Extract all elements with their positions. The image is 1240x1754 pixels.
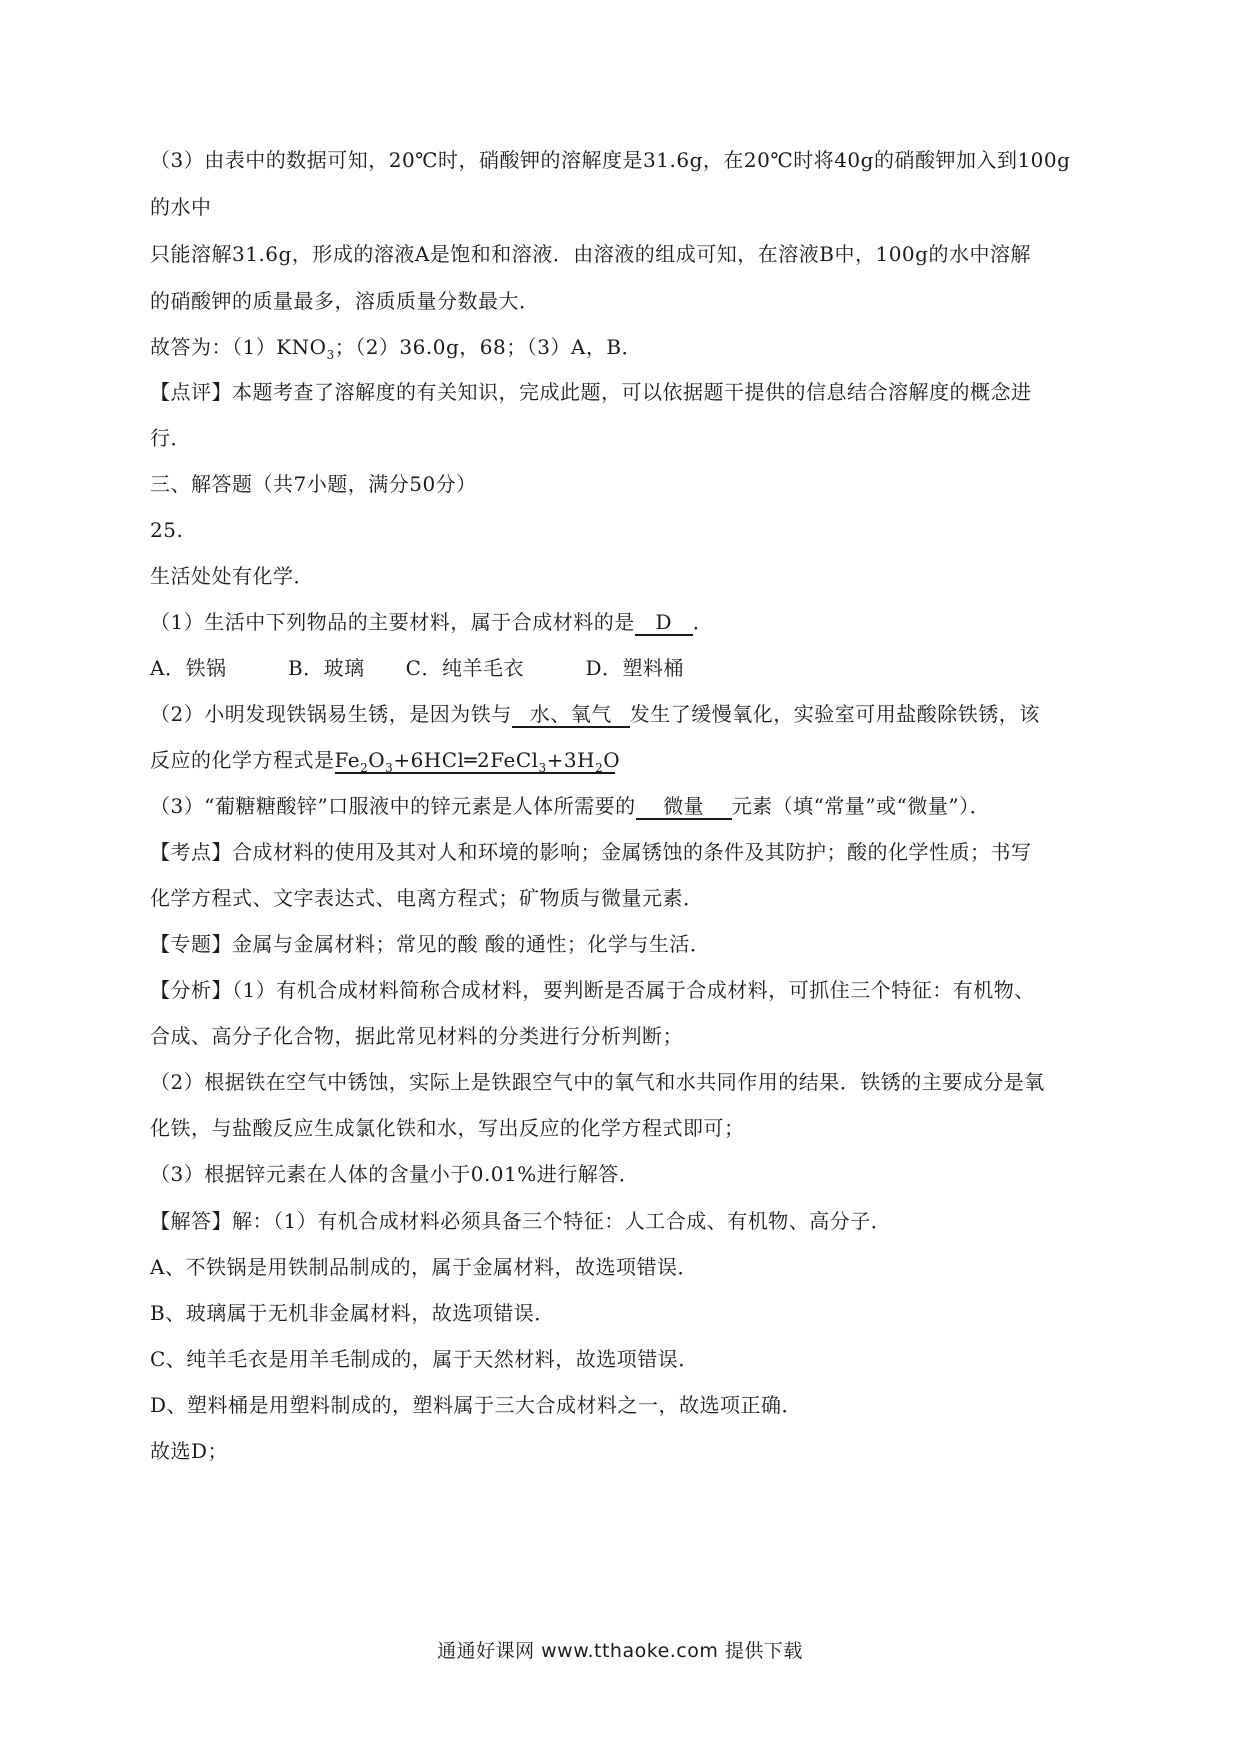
text-line: 化铁，与盐酸反应生成氯化铁和水，写出反应的化学方程式即可； bbox=[150, 1116, 745, 1140]
question-number: 25. bbox=[150, 518, 184, 542]
section-heading: 三、解答题（共7小题，满分50分） bbox=[150, 472, 477, 496]
text-span: 反应的化学方程式是 bbox=[150, 748, 335, 772]
equation-line bbox=[150, 746, 621, 775]
answer-blank bbox=[334, 748, 621, 775]
question-stem: 生活处处有化学． bbox=[150, 564, 314, 588]
text-span: （1）生活中下列物品的主要材料，属于合成材料的是 bbox=[150, 610, 635, 634]
text-line: 故选D； bbox=[150, 1439, 229, 1463]
text-line: 只能溶解31.6g，形成的溶液A是饱和和溶液．由溶液的组成可知，在溶液B中，100g的水中溶解 bbox=[150, 242, 1031, 266]
knowledge-point-line: 【考点】合成材料的使用及其对人和环境的影响；金属锈蚀的条件及其防护；酸的化学性质；书写 bbox=[150, 840, 1032, 864]
subscript: 2 bbox=[360, 761, 369, 775]
subscript: 2 bbox=[595, 761, 604, 775]
subscript: 3 bbox=[538, 761, 547, 775]
text-span: ；（2）36.0g，68；（3）A，B． bbox=[334, 335, 643, 359]
question-part-1 bbox=[150, 608, 713, 636]
question-part-2 bbox=[150, 700, 1040, 728]
subscript: 3 bbox=[326, 348, 335, 362]
text-line: 的水中 bbox=[150, 195, 212, 219]
answer-blank: 微量 bbox=[636, 794, 732, 820]
answer-blank: D bbox=[635, 610, 693, 636]
text-span: Fe bbox=[334, 748, 361, 772]
text-line: 的硝酸钾的质量最多，溶质质量分数最大． bbox=[150, 289, 540, 313]
text-span: 故答为：（1）KNO bbox=[150, 335, 327, 359]
text-span: （3）“葡糖糖酸锌”口服液中的锌元素是人体所需要的 bbox=[150, 794, 636, 818]
comment-line: 【点评】本题考查了溶解度的有关知识，完成此题，可以依据题干提供的信息结合溶解度的概念进 bbox=[150, 380, 1032, 404]
text-line: （2）根据铁在空气中锈蚀，实际上是铁跟空气中的氧气和水共同作用的结果．铁锈的主要成分是氧 bbox=[150, 1070, 1045, 1094]
text-line: D、塑料桶是用塑料制成的，塑料属于三大合成材料之一，故选项正确． bbox=[150, 1393, 803, 1417]
answer-summary bbox=[150, 333, 642, 361]
subscript: 3 bbox=[385, 761, 394, 775]
text-line: 化学方程式、文字表达式、电离方程式；矿物质与微量元素． bbox=[150, 886, 704, 910]
text-line: C、纯羊毛衣是用羊毛制成的，属于天然材料，故选项错误． bbox=[150, 1347, 699, 1371]
text-line: 合成、高分子化合物，据此常见材料的分类进行分析判断； bbox=[150, 1024, 683, 1048]
page-footer: 通通好课网 www.tthaoke.com 提供下载 bbox=[437, 1640, 803, 1662]
options-line: A．铁锅 B．玻璃 C．纯羊毛衣 D．塑料桶 bbox=[150, 656, 684, 680]
text-span: 发生了缓慢氧化，实验室可用盐酸除铁锈，该 bbox=[629, 702, 1040, 726]
text-line: A、不铁锅是用铁制品制成的，属于金属材料，故选项错误． bbox=[150, 1255, 698, 1279]
text-span: +3H bbox=[546, 748, 596, 772]
text-line: （3）由表中的数据可知，20℃时，硝酸钾的溶解度是31.6g，在20℃时将40g的硝酸钾加入到100g bbox=[150, 148, 1071, 172]
text-span: 元素（填“常量”或“微量”）． bbox=[731, 794, 991, 818]
text-span: +6HCl═2FeCl bbox=[393, 748, 539, 772]
topic-line: 【专题】金属与金属材料；常见的酸 酸的通性；化学与生活． bbox=[150, 932, 711, 956]
text-line: （3）根据锌元素在人体的含量小于0.01%进行解答． bbox=[150, 1162, 640, 1186]
text-line: B、玻璃属于无机非金属材料，故选项错误． bbox=[150, 1301, 555, 1325]
answer-blank: 水、氧气 bbox=[512, 702, 630, 728]
analysis-line: 【分析】（1）有机合成材料简称合成材料，要判断是否属于合成材料，可抓住三个特征：有机物、 bbox=[150, 978, 1035, 1002]
question-part-3 bbox=[150, 792, 990, 820]
solution-line: 【解答】解：（1）有机合成材料必须具备三个特征：人工合成、有机物、高分子． bbox=[150, 1209, 892, 1233]
text-span: O bbox=[603, 748, 621, 772]
text-span: （2）小明发现铁锅易生锈，是因为铁与 bbox=[150, 702, 512, 726]
text-span: O bbox=[368, 748, 386, 772]
text-line: 行． bbox=[150, 426, 191, 450]
text-span: ． bbox=[692, 610, 714, 634]
